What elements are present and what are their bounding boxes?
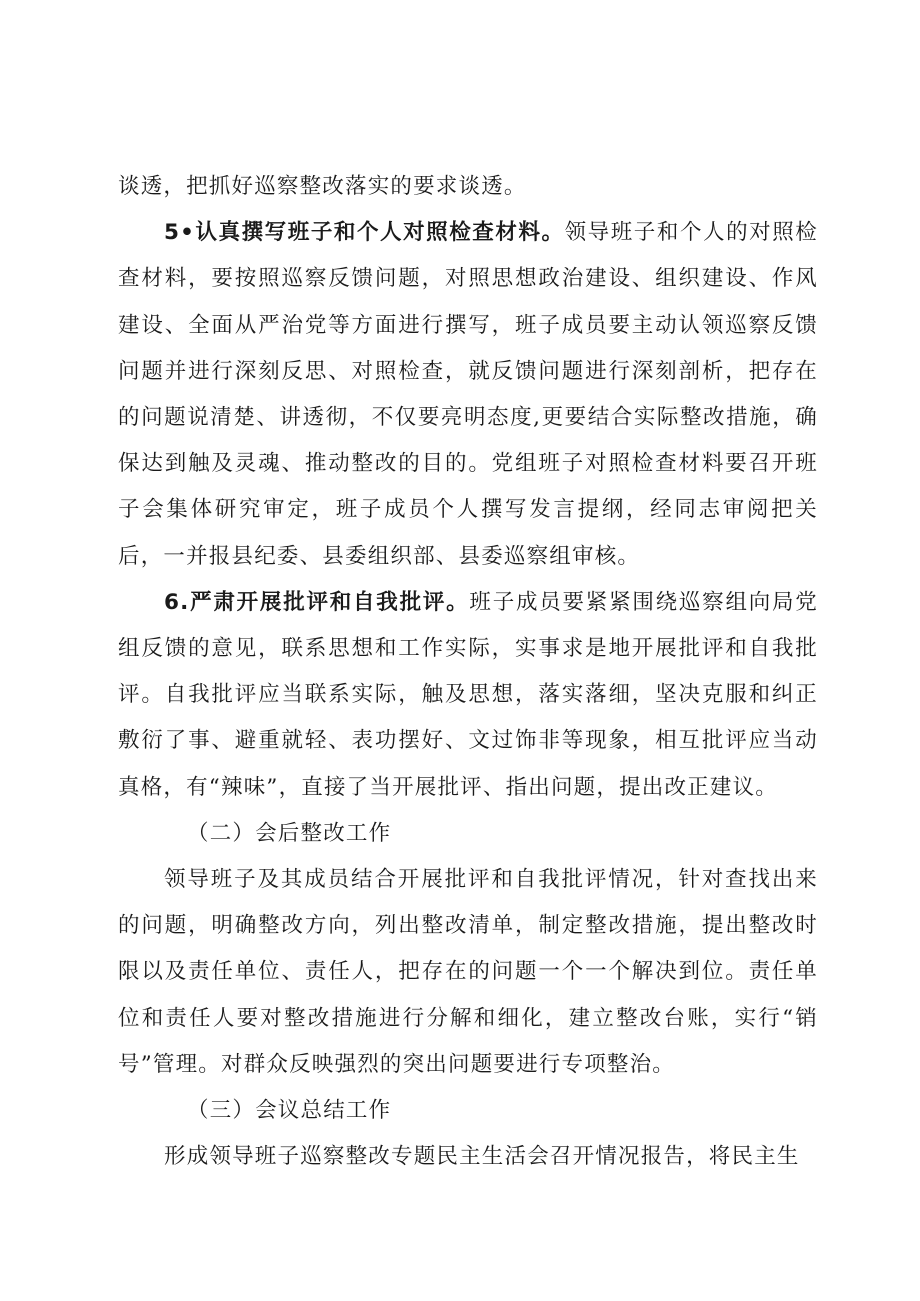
paragraph-text: 谈透，把抓好巡察整改落实的要求谈透。 (118, 174, 527, 199)
paragraph-text: 领导班子及其成员结合开展批评和自我批评情况，针对查找出来的问题，明确整改方向，列出整改清单，制定整改措施，提出整改时限以及责任单位、责任人，把存在的问题一个一个解决到位。责任单位和责任人要对整改措施进行分解和细化，建立整改台账，实行“销号”管理。对群众反映强烈的突出问题要进行专项整治。 (118, 867, 818, 1077)
paragraph-text: 领导班子和个人的对照检查材料，要按照巡察反馈问题，对照思想政治建设、组织建设、作风建设、全面从严治党等方面进行撰写，班子成员要主动认领巡察反馈问题并进行深刻反思、对照检查，就反馈问题进行深刻剖析，把存在的问题说清楚、讲透彻，不仅要亮明态度,更要结合实际整改措施，确保达到触及灵魂、推动整改的目的。党组班子对照检查材料要召开班子会集体研究审定，班子成员个人撰写发言提纲，经同志审阅把关后，一并报县纪委、县委组织部、县委巡察组审核。 (118, 220, 818, 569)
paragraph-item-6 (118, 580, 818, 811)
paragraph-text: 班子成员要紧紧围绕巡察组向局党组反馈的意见，联系思想和工作实际，实事求是地开展批评和自我批评。自我批评应当联系实际，触及思想，落实落细，坚决克服和纠正敷衍了事、避重就轻、表功摆好、文过饰非等现象，相互批评应当动真格，有“辣味”，直接了当开展批评、指出问题，提出改正建议。 (118, 589, 818, 800)
section-heading-post-meeting: （二）会后整改工作 (187, 820, 392, 846)
paragraph-rectification (118, 857, 818, 1088)
document-body (118, 164, 818, 1180)
paragraph-item-5 (118, 210, 818, 580)
paragraph-summary (118, 1134, 818, 1180)
item-6-heading: 6.严肃开展批评和自我批评。 (164, 589, 470, 615)
paragraph-continuation (118, 164, 818, 210)
section-heading-summary: （三）会议总结工作 (187, 1098, 392, 1124)
paragraph-text: 形成领导班子巡察整改专题民主生活会召开情况报告，将民主生 (164, 1144, 800, 1170)
item-5-heading: 5•认真撰写班子和个人对照检查材料。 (164, 220, 565, 246)
